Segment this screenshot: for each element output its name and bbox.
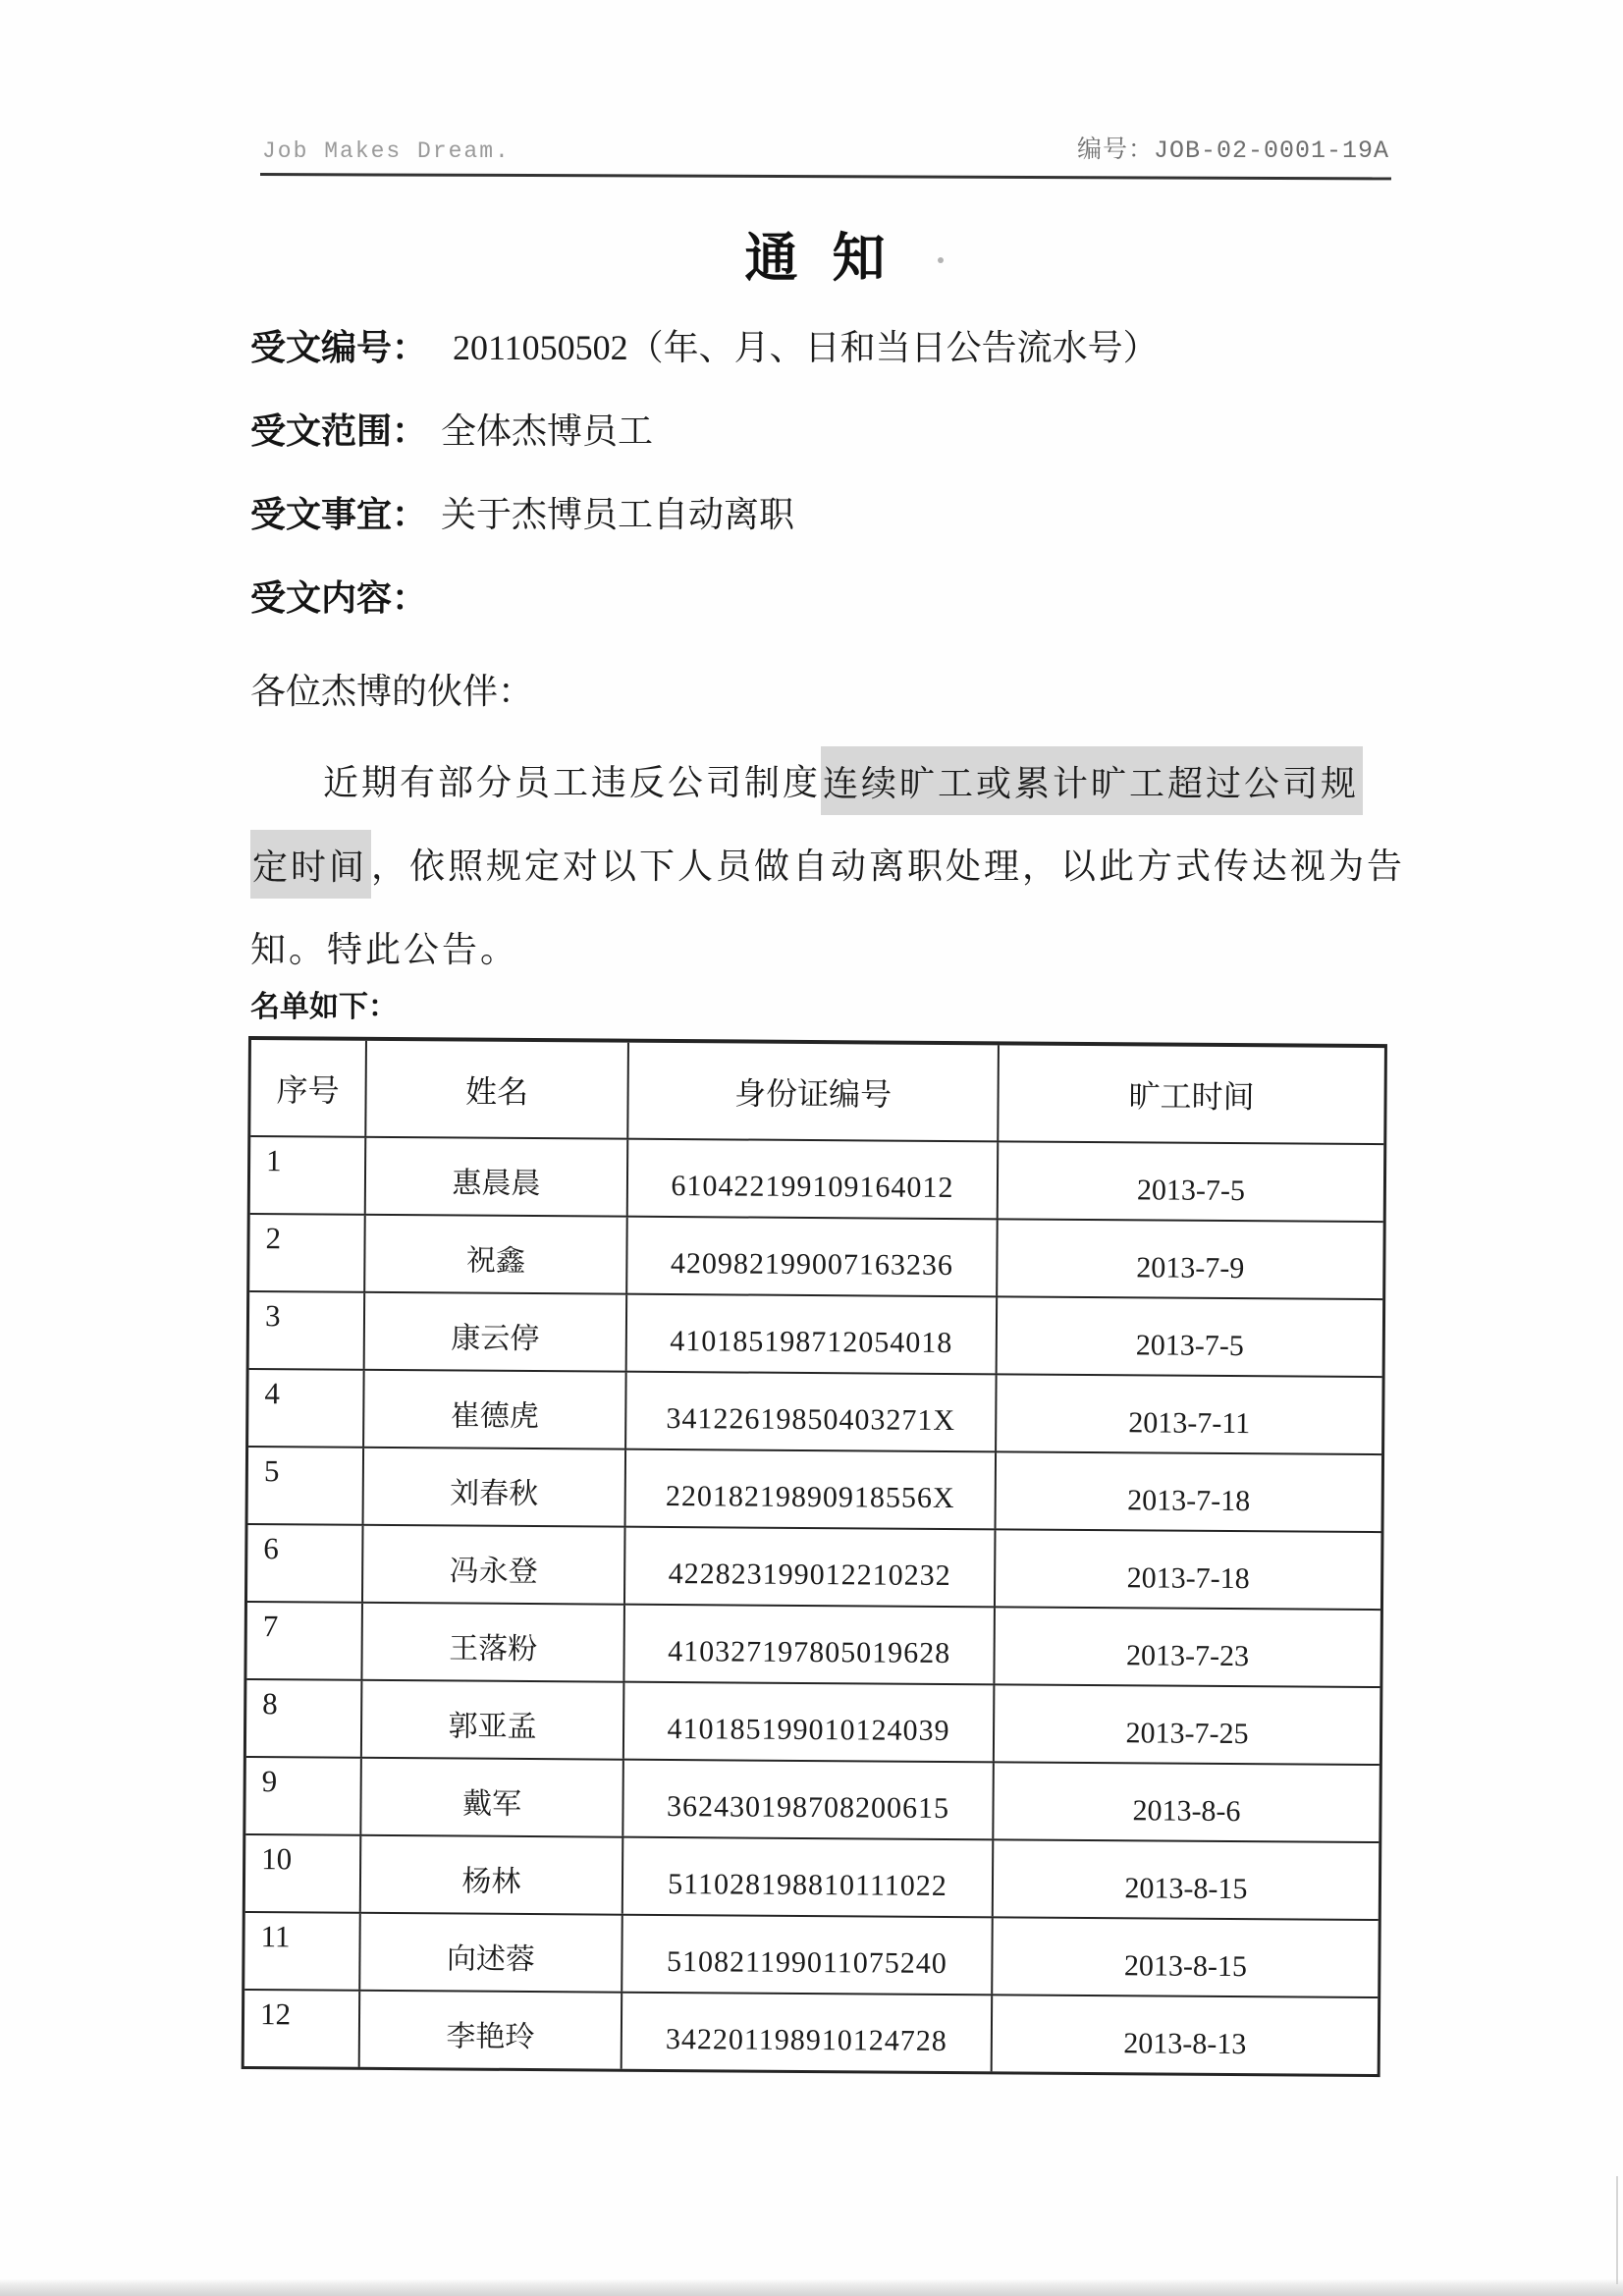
paragraph-line-3-text: 知。特此公告。 <box>250 930 519 969</box>
col-header-name: 姓名 <box>364 1041 627 1138</box>
salutation: 各位杰博的伙伴： <box>250 672 534 711</box>
cell-id: 362430198708200615 <box>622 1761 993 1839</box>
page-title: 通 知 <box>744 229 895 288</box>
cell-id: 422823199012210232 <box>623 1528 995 1607</box>
table-row <box>246 1601 1380 1686</box>
col-header-id: 身份证编号 <box>626 1043 998 1141</box>
cell-name: 冯永登 <box>361 1526 624 1604</box>
table-row <box>246 1678 1380 1764</box>
cell-name: 崔德虎 <box>362 1371 625 1449</box>
cell-date: 2013-8-15 <box>991 1918 1379 1996</box>
cell-id: 420982199007163236 <box>625 1218 997 1296</box>
table-header-row <box>250 1040 1384 1143</box>
field-subject <box>250 493 1159 536</box>
col-header-index: 序号 <box>276 1071 340 1109</box>
paragraph-line-2-text: ，依照规定对以下人员做自动离职处理，以此方式传达视为告 <box>371 847 1406 886</box>
header-rule <box>260 173 1391 180</box>
cell-index: 7 <box>262 1609 279 1644</box>
cell-index: 5 <box>263 1453 280 1489</box>
cell-name: 惠晨晨 <box>364 1138 627 1216</box>
paragraph-line-1-text: 近期有部分员工违反公司制度 <box>323 763 822 802</box>
cell-date: 2013-8-6 <box>992 1763 1380 1841</box>
table-row <box>248 1446 1382 1531</box>
cell-index: 2 <box>265 1221 282 1256</box>
cell-index: 6 <box>263 1531 279 1566</box>
cell-id: 510821199011075240 <box>621 1916 992 1995</box>
absence-table <box>242 1036 1387 2077</box>
field-scope-value: 全体杰博员工 <box>441 411 654 451</box>
cell-id: 22018219890918556X <box>624 1450 996 1529</box>
highlighted-text-1: 连续旷工或累计旷工超过公司规 <box>821 746 1363 815</box>
scan-edge-shadow <box>0 2278 1623 2296</box>
scan-edge-line <box>1616 2176 1618 2284</box>
field-content-label: 受文内容： <box>250 577 428 618</box>
header-doc-number: 编号：JOB-02-0001-19A <box>1076 137 1389 165</box>
highlighted-text-2: 定时间 <box>250 830 371 899</box>
cell-date: 2013-7-9 <box>996 1220 1383 1298</box>
cell-name: 祝鑫 <box>363 1216 626 1293</box>
cell-date: 2013-8-13 <box>991 1995 1379 2074</box>
cell-index: 8 <box>262 1686 278 1722</box>
cell-date: 2013-7-18 <box>994 1530 1381 1609</box>
table-row <box>249 1290 1383 1376</box>
cell-name: 王落粉 <box>360 1604 623 1681</box>
table-row <box>245 1833 1380 1919</box>
list-intro: 名单如下： <box>250 991 398 1023</box>
header-slogan: Job Makes Dream. <box>262 138 511 164</box>
col-header-date: 旷工时间 <box>997 1045 1384 1143</box>
field-subject-label: 受文事宜： <box>250 494 428 534</box>
field-doc-number-label: 受文编号： <box>250 327 428 367</box>
cell-id: 610422199109164012 <box>626 1140 998 1219</box>
cell-name: 郭亚孟 <box>360 1681 623 1759</box>
cell-id: 410185199010124039 <box>622 1683 994 1762</box>
cell-date: 2013-7-18 <box>995 1452 1382 1531</box>
page-header <box>250 130 1389 165</box>
field-doc-number-value: 2011050502（年、月、日和当日公告流水号） <box>453 328 1159 367</box>
body-paragraph <box>250 738 1406 989</box>
table-row <box>247 1523 1381 1609</box>
cell-date: 2013-7-5 <box>997 1142 1384 1221</box>
cell-id: 511028198810111022 <box>622 1838 993 1917</box>
cell-index: 10 <box>261 1841 293 1877</box>
cell-index: 4 <box>264 1376 281 1411</box>
table-row <box>249 1213 1383 1298</box>
paragraph-line-2 <box>250 822 1406 905</box>
cell-index: 11 <box>260 1919 291 1954</box>
table-row <box>245 1756 1380 1841</box>
cell-index: 9 <box>261 1764 278 1799</box>
cell-date: 2013-7-23 <box>993 1608 1380 1686</box>
table-row <box>244 1911 1379 1996</box>
table-row <box>244 1989 1379 2074</box>
paragraph-line-1 <box>250 738 1389 822</box>
cell-index: 12 <box>259 1996 292 2032</box>
cell-id: 410327197805019628 <box>622 1606 994 1684</box>
cell-name: 杨林 <box>359 1836 622 1914</box>
field-subject-value: 关于杰博员工自动离职 <box>441 495 795 534</box>
cell-id: 342201198910124728 <box>621 1994 992 2072</box>
table-row <box>250 1135 1384 1221</box>
document-fields <box>250 326 1159 620</box>
field-content <box>250 576 1159 620</box>
cell-date: 2013-7-5 <box>996 1297 1383 1376</box>
cell-name: 戴军 <box>359 1759 622 1836</box>
cell-name: 康云停 <box>363 1293 626 1371</box>
cell-name: 刘春秋 <box>362 1449 625 1526</box>
cell-index: 1 <box>265 1143 282 1178</box>
field-scope-label: 受文范围： <box>250 410 428 451</box>
table-row <box>248 1368 1382 1453</box>
cell-date: 2013-7-11 <box>995 1375 1382 1453</box>
cell-date: 2013-7-25 <box>993 1685 1380 1764</box>
cell-date: 2013-8-15 <box>992 1840 1380 1919</box>
cell-id: 410185198712054018 <box>625 1295 997 1374</box>
cell-id: 34122619850403271X <box>624 1373 996 1451</box>
paragraph-line-3 <box>250 905 1389 989</box>
field-doc-number <box>250 326 1159 369</box>
cell-name: 向述蓉 <box>358 1914 622 1992</box>
cell-index: 3 <box>264 1298 281 1334</box>
field-scope <box>250 410 1159 453</box>
cell-name: 李艳玲 <box>358 1992 622 2069</box>
scan-artifact-dot <box>938 257 944 263</box>
